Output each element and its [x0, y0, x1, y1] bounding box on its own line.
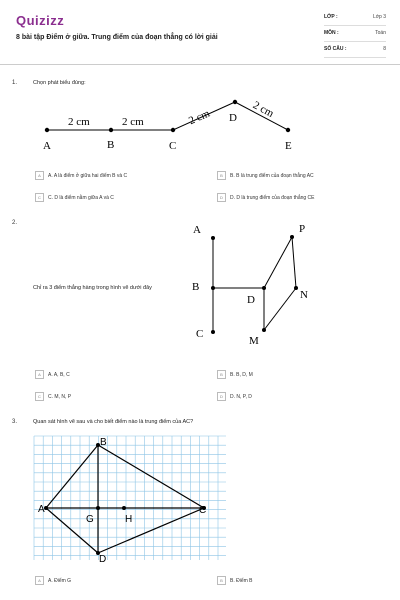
q1-point-C: C: [169, 140, 177, 152]
meta-class-value: Lớp 3: [372, 14, 386, 20]
q1-option-d-text: D. D là trung điểm của đoạn thẳng CE: [230, 194, 315, 201]
q3-point-C: C: [199, 505, 207, 516]
q2-point-N: N: [300, 289, 308, 301]
question-3-number: 3.: [12, 419, 18, 425]
q1-length-DE: 2 cm: [250, 99, 276, 120]
q2-point-M: M: [249, 335, 259, 347]
q1-option-b-key: B: [217, 171, 226, 180]
q3-point-B: B: [100, 437, 107, 448]
q2-option-b-key: B: [217, 370, 226, 379]
meta-count-value: 8: [383, 46, 386, 52]
question-1-text: Chọn phát biểu đúng:: [33, 80, 86, 86]
question-2-text: Chỉ ra 3 điểm thẳng hàng trong hình vẽ dưới đây: [33, 285, 152, 291]
q2-point-A: A: [193, 224, 201, 236]
meta-count-row: [324, 46, 386, 58]
question-1-number: 1.: [12, 80, 18, 86]
q1-length-BC: 2 cm: [122, 116, 144, 128]
q3-option-b[interactable]: [217, 576, 253, 585]
q1-option-d[interactable]: [217, 193, 315, 202]
q2-option-a-key: A: [35, 370, 44, 379]
q2-point-C: C: [196, 328, 204, 340]
q1-option-b[interactable]: [217, 171, 314, 180]
q3-grid: [34, 436, 226, 560]
meta-count-label: SỐ CÂU :: [324, 46, 347, 52]
q1-point-B: B: [107, 139, 115, 151]
q2-option-c[interactable]: [35, 392, 71, 401]
q1-option-a-text: A. A là điểm ở giữa hai điểm B và C: [48, 172, 128, 179]
page-title: 8 bài tập Điểm ở giữa. Trung điểm của đoạn thẳng có lời giải: [16, 34, 218, 41]
q3-option-b-key: B: [217, 576, 226, 585]
q2-option-d[interactable]: [217, 392, 252, 401]
q2-option-d-text: D. N, P, D: [230, 393, 252, 400]
q1-option-a[interactable]: [35, 171, 127, 180]
question-3-figure: [0, 432, 400, 567]
q3-option-a[interactable]: [35, 576, 71, 585]
header-divider: [0, 64, 400, 65]
q2-option-d-key: D: [217, 392, 226, 401]
question-3-text: Quan sát hình vẽ sau và cho biết điểm nào là trung điểm của AC?: [33, 419, 194, 425]
q2-option-a[interactable]: [35, 370, 70, 379]
question-2-number: 2.: [12, 220, 18, 226]
q2-option-c-text: C. M, N, P: [48, 393, 72, 400]
q2-option-b[interactable]: [217, 370, 253, 379]
q1-length-AB: 2 cm: [68, 116, 90, 128]
q1-option-a-key: A: [35, 171, 44, 180]
q1-option-c-text: C. D là điểm nằm giữa A và C: [48, 194, 114, 201]
question-1-figure: [0, 92, 400, 162]
q3-point-H: H: [125, 514, 133, 525]
q2-option-c-key: C: [35, 392, 44, 401]
question-2-figure: [0, 220, 400, 350]
meta-panel: [324, 14, 386, 62]
q1-point-A: A: [43, 140, 51, 152]
q1-option-b-text: B. B là trung điểm của đoạn thẳng AC: [230, 172, 314, 179]
q2-option-a-text: A. A, B, C: [48, 371, 70, 378]
q1-length-CD: 2 cm: [187, 107, 212, 128]
meta-class-row: [324, 14, 386, 26]
q2-point-D: D: [247, 294, 255, 306]
q1-option-c[interactable]: [35, 193, 114, 202]
quizizz-logo: Quizizz: [16, 13, 65, 28]
q2-option-b-text: B. B, D, M: [230, 371, 253, 378]
q3-point-A: A: [38, 504, 45, 515]
q3-point-D: D: [99, 554, 107, 565]
q3-option-a-key: A: [35, 576, 44, 585]
q2-point-P: P: [299, 223, 306, 235]
q2-point-B: B: [192, 281, 200, 293]
q1-option-c-key: C: [35, 193, 44, 202]
meta-subject-value: Toán: [375, 30, 386, 36]
meta-subject-row: [324, 30, 386, 42]
meta-class-label: LỚP :: [324, 14, 338, 20]
q1-point-D: D: [229, 112, 237, 124]
q3-option-b-text: B. Điểm B: [230, 577, 253, 584]
meta-subject-label: MÔN :: [324, 30, 339, 36]
q1-point-E: E: [285, 140, 292, 152]
q3-point-G: G: [86, 514, 94, 525]
q3-option-a-text: A. Điểm G: [48, 577, 72, 584]
q1-option-d-key: D: [217, 193, 226, 202]
